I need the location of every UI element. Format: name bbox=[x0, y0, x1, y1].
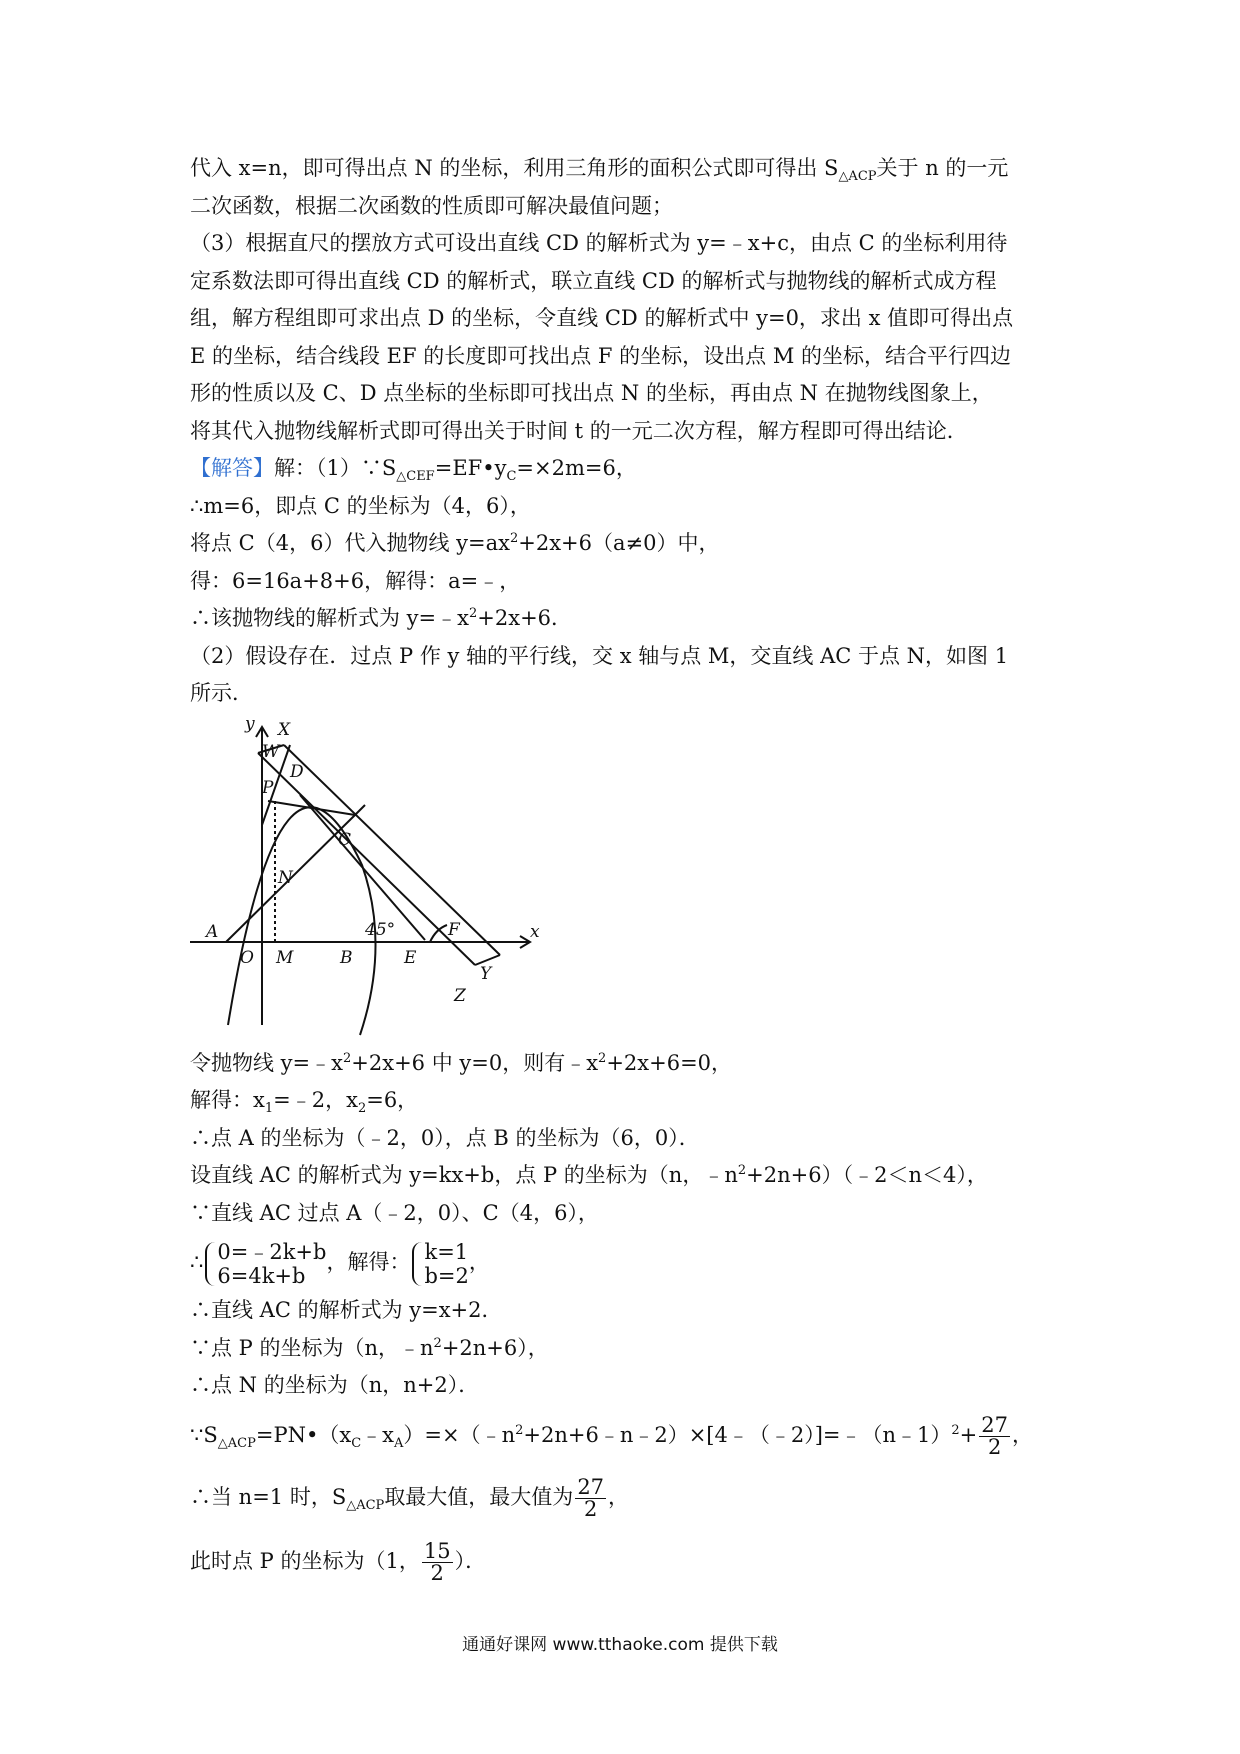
fraction-27-2-max: $\frac{27}{2}$ bbox=[577, 1474, 605, 1521]
label-W: W bbox=[262, 741, 280, 762]
label-X: X bbox=[278, 719, 291, 740]
geometry-figure bbox=[190, 715, 550, 1045]
label-M: M bbox=[276, 947, 294, 968]
text-line: 设直线 AC 的解析式为 y=kx+b，点 P 的坐标为（n，$﹣n^2+2n+6)(﹣2<n<4)$， bbox=[190, 1163, 988, 1187]
equation-system-left: 0=﹣2k+b 6=4k+b bbox=[203, 1240, 326, 1288]
label-y: y bbox=[245, 714, 255, 734]
label-N: N bbox=[278, 867, 293, 888]
text-line: ∴点 A 的坐标为（﹣2，0），点 B 的坐标为（6，0）． bbox=[190, 1125, 700, 1150]
equation-system-right: k=1 b=2 bbox=[410, 1240, 468, 1288]
label-A: A bbox=[206, 921, 219, 942]
text-line: 得：6=16a+8+6，解得：a=﹣， bbox=[190, 568, 521, 593]
label-E: E bbox=[404, 947, 417, 968]
area-line: $\because S_{\triangle ACP}=PN•(x_C﹣x_A)=\times(﹣n^2+2n+6﹣n﹣2)\times[4﹣(﹣2)]=﹣(n﹣1)^2+$ $\frac{27}{2}$ ， bbox=[190, 1412, 1034, 1459]
figure-svg bbox=[190, 715, 550, 1045]
text-line: （3）根据直尺的摆放方式可设出直线 CD 的解析式为 y=﹣x+c，由点 C 的坐标利用待 bbox=[190, 231, 1008, 255]
text-line: 将其代入抛物线解析式即可得出关于时间 t 的一元二次方程，解方程即可得出结论． bbox=[190, 418, 968, 443]
point-p-line: 此时点 P 的坐标为（1， $\frac{15}{2}$ ）． bbox=[190, 1538, 487, 1585]
answer-line: 【解答】解：$(1)\because S_{\triangle CEF}=EF•y_C=\times 2m=6$， bbox=[190, 456, 637, 485]
line-cd bbox=[300, 795, 425, 940]
text-line: ∴m=6，即点 C 的坐标为（4，6）， bbox=[190, 493, 531, 518]
max-line: ∴当 n=1 时，$S_{\triangle ACP}$取最大值，最大值为 $\frac{27}{2}$ ， bbox=[190, 1474, 630, 1521]
text-line: 令抛物线 $y=﹣x^2+2x+6$ 中 y=0，则有$﹣x^2+2x+6=0$， bbox=[190, 1050, 733, 1075]
line-ac-ext bbox=[355, 805, 365, 815]
text-line: ∵点 P 的坐标为（n，$﹣n^2+2n+6$）， bbox=[190, 1335, 549, 1360]
text-line: ∵直线 AC 过点 A（﹣2，0）、C（4，6）， bbox=[190, 1200, 599, 1225]
text-line: ∴直线 AC 的解析式为 y=x+2． bbox=[190, 1298, 503, 1322]
label-Z: Z bbox=[454, 985, 466, 1006]
label-Y: Y bbox=[480, 963, 492, 984]
fraction-15-2: $\frac{15}{2}$ bbox=[423, 1538, 451, 1585]
text-line: E 的坐标，结合线段 EF 的长度即可找出点 F 的坐标，设出点 M 的坐标，结合平行四边 bbox=[190, 343, 1012, 368]
fraction-27-2: $\frac{27}{2}$ bbox=[981, 1412, 1009, 1459]
label-x: x bbox=[530, 921, 540, 942]
angle-arc bbox=[430, 925, 447, 942]
label-P: P bbox=[262, 777, 274, 798]
text-line: ∴该抛物线的解析式为 $y=﹣x^2+2x+6$． bbox=[190, 606, 573, 630]
label-D: D bbox=[290, 761, 304, 782]
label-C: C bbox=[338, 829, 352, 850]
line-pc bbox=[268, 801, 355, 815]
equation-system-line: ∴ 0=﹣2k+b 6=4k+b ，解得： k=1 b=2 ， bbox=[190, 1239, 490, 1288]
document-body bbox=[190, 150, 1060, 1593]
text-line: 定系数法即可得出直线 CD 的解析式，联立直线 CD 的解析式与抛物线的解析式成方程 bbox=[190, 268, 997, 293]
label-angle: 45° bbox=[365, 919, 396, 940]
text-line: 解得：$x_1=﹣2$，$x_2=6$， bbox=[190, 1088, 419, 1117]
text-line: 将点 C（4，6）代入抛物线 $y=ax^2+2x+6(a\ne 0)$中， bbox=[190, 531, 720, 555]
text-line: 形的性质以及 C、D 点坐标的坐标即可找出点 N 的坐标，再由点 N 在抛物线图象上， bbox=[190, 381, 993, 405]
label-O: O bbox=[240, 947, 254, 968]
text-line: 代入 x=n，即可得出点 N 的坐标，利用三角形的面积公式即可得出 $S_{\triangle ACP}$关于 n 的一元 bbox=[190, 156, 1009, 185]
text-line: 所示． bbox=[190, 681, 253, 705]
text-line: 组，解方程组即可求出点 D 的坐标，令直线 CD 的解析式中 y=0，求出 x 值即可得出点 bbox=[190, 306, 1014, 330]
label-B: B bbox=[340, 947, 353, 968]
page-footer: 通通好课网 www.tthaoke.com 提供下载 bbox=[462, 1635, 778, 1655]
answer-label: 【解答】 bbox=[190, 456, 274, 480]
text-line: （2）假设存在．过点 P 作 y 轴的平行线，交 x 轴与点 M，交直线 AC 于点 N，如图 1 bbox=[190, 643, 1009, 668]
text-line: 二次函数，根据二次函数的性质即可解决最值问题； bbox=[190, 193, 673, 218]
parabola bbox=[228, 807, 376, 1035]
label-F: F bbox=[448, 919, 460, 940]
text-line: ∴点 N 的坐标为（n，n+2）． bbox=[190, 1373, 480, 1397]
